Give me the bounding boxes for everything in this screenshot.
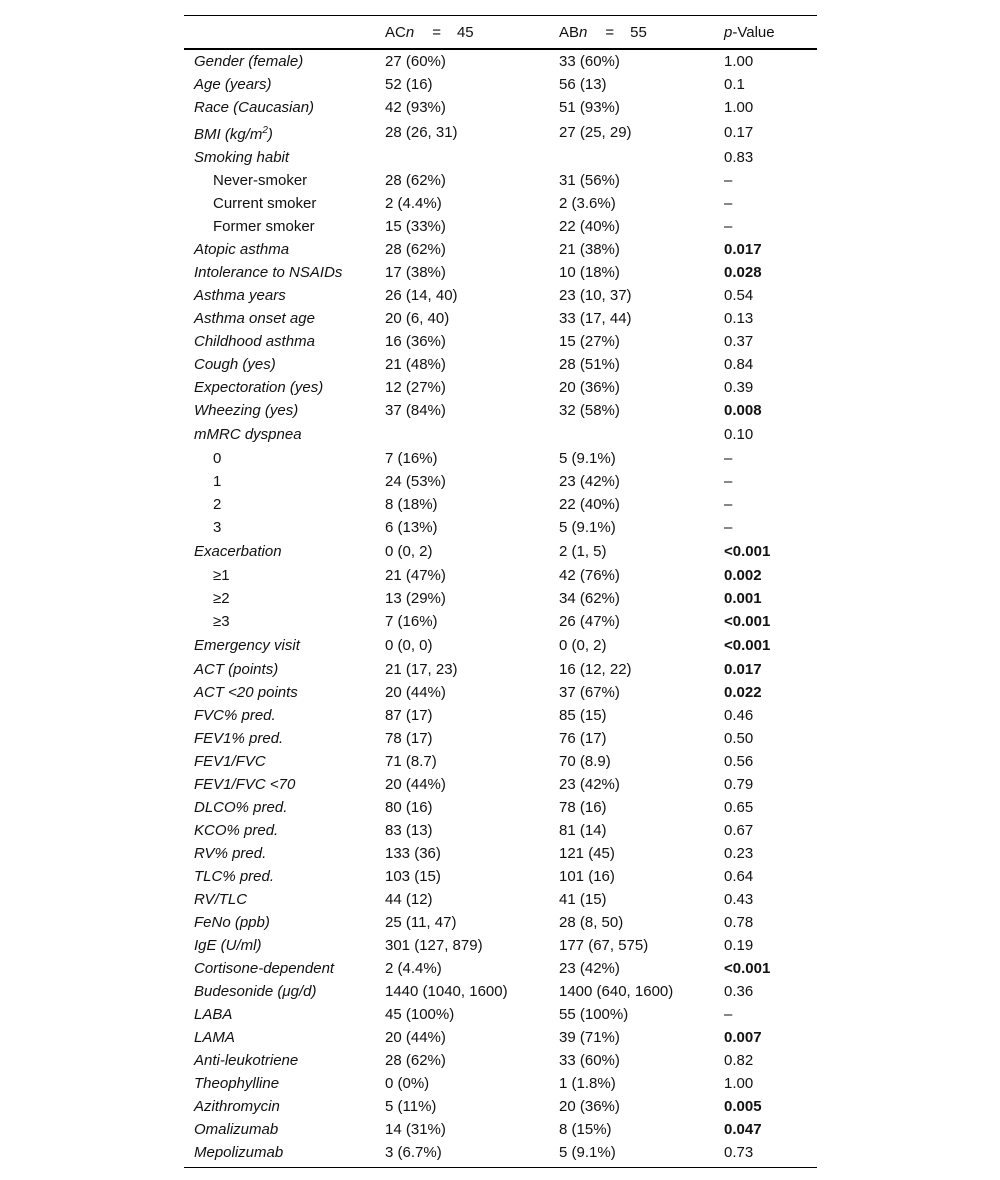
ac-value: 28 (26, 31)	[385, 124, 458, 141]
ab-value: 37 (67%)	[559, 684, 620, 701]
table-row	[184, 610, 817, 633]
ab-value: 34 (62%)	[559, 590, 620, 607]
table-row	[184, 704, 817, 727]
table-row	[184, 516, 817, 539]
table-row	[184, 564, 817, 587]
ac-value: 0 (0, 2)	[385, 543, 433, 560]
ab-value	[559, 146, 724, 169]
p-value: 0.84	[724, 356, 754, 373]
row-label: Childhood asthma	[194, 333, 315, 350]
row-label: mMRC dyspnea	[194, 426, 302, 443]
table-row	[184, 261, 817, 284]
p-value: 0.67	[724, 822, 754, 839]
row-label: Exacerbation	[194, 543, 282, 560]
header-ab: ABn = 55	[559, 16, 724, 50]
row-label: Expectoration (yes)	[194, 379, 324, 396]
row-label: BMI $(kg/m^2)$	[194, 125, 273, 143]
table-row	[184, 399, 817, 422]
ab-value: 101 (16)	[559, 868, 615, 885]
row-label: FEV1% pred.	[194, 730, 284, 747]
table-row	[184, 842, 817, 865]
ac-value: 7 (16%)	[385, 450, 438, 467]
row-label: FeNo (ppb)	[194, 914, 270, 931]
row-label: TLC% pred.	[194, 868, 275, 885]
row-label: Race (Caucasian)	[194, 99, 315, 116]
p-value: –	[724, 519, 733, 536]
table-row	[184, 330, 817, 353]
ab-value: 2 (1, 5)	[559, 543, 607, 560]
ac-value	[385, 422, 559, 447]
header-p-value: p-Value	[724, 16, 817, 50]
ac-value: 103 (15)	[385, 868, 441, 885]
p-value: <0.001	[724, 613, 771, 630]
ac-value: 17 (38%)	[385, 264, 446, 281]
row-label: DLCO% pred.	[194, 799, 288, 816]
p-value: 0.56	[724, 753, 754, 770]
ab-value: 1 (1.8%)	[559, 1075, 616, 1092]
ab-value: 39 (71%)	[559, 1029, 620, 1046]
table-row	[184, 376, 817, 399]
ac-value: 5 (11%)	[385, 1098, 437, 1115]
p-value: 0.001	[724, 590, 762, 607]
table-row	[184, 470, 817, 493]
row-label: IgE (U/ml)	[194, 937, 262, 954]
table-row	[184, 1049, 817, 1072]
characteristics-table-container	[184, 15, 817, 1168]
table-row	[184, 957, 817, 980]
table-row	[184, 658, 817, 681]
ab-value: 5 (9.1%)	[559, 450, 616, 467]
ab-value: 31 (56%)	[559, 172, 620, 189]
table-row	[184, 539, 817, 564]
p-value: 0.54	[724, 287, 754, 304]
p-value: 0.82	[724, 1052, 754, 1069]
row-label: Asthma years	[194, 287, 286, 304]
table-row	[184, 307, 817, 330]
table-row	[184, 773, 817, 796]
ab-value: 33 (60%)	[559, 1052, 620, 1069]
row-label: RV% pred.	[194, 845, 267, 862]
ac-value: 20 (44%)	[385, 684, 446, 701]
table-row	[184, 819, 817, 842]
table-row	[184, 1003, 817, 1026]
p-value: 0.83	[724, 149, 754, 166]
p-value: <0.001	[724, 637, 771, 654]
p-value: 0.79	[724, 776, 754, 793]
p-value: –	[724, 172, 733, 189]
p-value: 0.022	[724, 684, 762, 701]
row-label: Atopic asthma	[194, 241, 290, 258]
ac-value: 24 (53%)	[385, 473, 446, 490]
row-label: Wheezing (yes)	[194, 402, 299, 419]
p-value: 0.10	[724, 426, 754, 443]
p-value: 0.50	[724, 730, 754, 747]
table-row	[184, 238, 817, 261]
ac-value: 301 (127, 879)	[385, 937, 483, 954]
ab-value: 81 (14)	[559, 822, 607, 839]
row-label: Age (years)	[194, 76, 272, 93]
row-label: ≥3	[213, 613, 230, 630]
table-row	[184, 1072, 817, 1095]
ab-value: 27 (25, 29)	[559, 124, 632, 141]
p-value: 0.13	[724, 310, 754, 327]
ac-value: 83 (13)	[385, 822, 433, 839]
row-label: 1	[213, 473, 222, 490]
ab-value: 10 (18%)	[559, 264, 620, 281]
ab-value: 8 (15%)	[559, 1121, 612, 1138]
row-label: Former smoker	[213, 218, 315, 235]
p-value: –	[724, 450, 733, 467]
p-value: 1.00	[724, 99, 754, 116]
ac-value: 45 (100%)	[385, 1006, 455, 1023]
table-row	[184, 1141, 817, 1168]
row-label: FVC% pred.	[194, 707, 276, 724]
ab-value: 20 (36%)	[559, 379, 620, 396]
header-variable	[184, 16, 385, 50]
table-row	[184, 353, 817, 376]
row-label: Intolerance to NSAIDs	[194, 264, 343, 281]
table-row	[184, 888, 817, 911]
p-value: 0.73	[724, 1141, 817, 1168]
p-value: 0.19	[724, 937, 754, 954]
characteristics-table	[184, 15, 817, 1168]
ac-value: 52 (16)	[385, 76, 433, 93]
ab-value: 78 (16)	[559, 799, 607, 816]
ab-value: 23 (42%)	[559, 776, 620, 793]
ac-value: 15 (33%)	[385, 218, 446, 235]
p-value: 0.46	[724, 707, 754, 724]
ac-value: 27 (60%)	[385, 53, 446, 70]
row-label: FEV1/FVC <70	[194, 776, 296, 793]
ab-value: 16 (12, 22)	[559, 661, 632, 678]
ac-value: 21 (17, 23)	[385, 661, 458, 678]
row-label: Never-smoker	[213, 172, 308, 189]
ab-value: 55 (100%)	[559, 1006, 629, 1023]
table-row	[184, 934, 817, 957]
table-row	[184, 1095, 817, 1118]
ab-value: 28 (8, 50)	[559, 914, 624, 931]
p-value: 0.64	[724, 868, 754, 885]
row-label: Mepolizumab	[184, 1141, 385, 1168]
p-value: –	[724, 473, 733, 490]
ac-value: 20 (44%)	[385, 1029, 446, 1046]
ac-value: 71 (8.7)	[385, 753, 437, 770]
p-value: <0.001	[724, 960, 771, 977]
ac-value: 8 (18%)	[385, 496, 438, 513]
table-row	[184, 284, 817, 307]
table-row	[184, 796, 817, 819]
ac-value: 14 (31%)	[385, 1121, 446, 1138]
row-label: Current smoker	[213, 195, 317, 212]
p-value: 0.008	[724, 402, 762, 419]
ac-value: 3 (6.7%)	[385, 1141, 559, 1168]
p-value: –	[724, 496, 733, 513]
ab-value: 177 (67, 575)	[559, 937, 649, 954]
ab-value: 121 (45)	[559, 845, 615, 862]
ab-value: 1400 (640, 1600)	[559, 983, 674, 1000]
p-value: 0.23	[724, 845, 754, 862]
ab-value: 21 (38%)	[559, 241, 620, 258]
ac-value	[385, 146, 559, 169]
ac-value: 25 (11, 47)	[385, 914, 457, 931]
table-row	[184, 587, 817, 610]
row-label: ACT <20 points	[194, 684, 298, 701]
ab-value: 15 (27%)	[559, 333, 620, 350]
header-row	[184, 16, 817, 50]
p-value: 0.028	[724, 264, 762, 281]
ac-value: 0 (0, 0)	[385, 637, 433, 654]
p-value: 0.007	[724, 1029, 762, 1046]
row-label: ≥2	[213, 590, 230, 607]
p-value: 0.017	[724, 661, 762, 678]
row-label: Smoking habit	[194, 149, 290, 166]
ab-value: 23 (10, 37)	[559, 287, 632, 304]
ab-value: 5 (9.1%)	[559, 519, 616, 536]
ab-value: 41 (15)	[559, 891, 607, 908]
ab-value: 23 (42%)	[559, 960, 620, 977]
table-body	[184, 49, 817, 1168]
p-value: 1.00	[724, 53, 754, 70]
ab-value: 33 (17, 44)	[559, 310, 632, 327]
ac-value: 7 (16%)	[385, 613, 438, 630]
p-value: –	[724, 1006, 733, 1023]
row-label: FEV1/FVC	[194, 753, 266, 770]
p-value: 0.17	[724, 124, 754, 141]
p-value: <0.001	[724, 543, 771, 560]
ac-value: 28 (62%)	[385, 241, 446, 258]
ac-value: 16 (36%)	[385, 333, 446, 350]
ab-value: 76 (17)	[559, 730, 607, 747]
row-label: Anti-leukotriene	[194, 1052, 299, 1069]
row-label: Cough (yes)	[194, 356, 276, 373]
p-value: 0.39	[724, 379, 754, 396]
ab-value: 56 (13)	[559, 76, 607, 93]
table-row	[184, 169, 817, 192]
row-label: 3	[213, 519, 222, 536]
ab-value: 42 (76%)	[559, 567, 620, 584]
table-row	[184, 865, 817, 888]
row-label: LABA	[194, 1006, 233, 1023]
row-label: Emergency visit	[194, 637, 300, 654]
table-row	[184, 911, 817, 934]
ac-value: 2 (4.4%)	[385, 195, 442, 212]
row-label: Gender (female)	[194, 53, 304, 70]
table-row	[184, 422, 817, 447]
p-value: 0.37	[724, 333, 754, 350]
ab-value: 20 (36%)	[559, 1098, 620, 1115]
ab-value: 70 (8.9)	[559, 753, 611, 770]
p-value: 1.00	[724, 1075, 754, 1092]
ac-value: 87 (17)	[385, 707, 433, 724]
ac-value: 28 (62%)	[385, 172, 446, 189]
ab-value	[559, 422, 724, 447]
ab-value: 5 (9.1%)	[559, 1141, 724, 1168]
header-ac: ACn = 45	[385, 16, 559, 50]
table-row	[184, 633, 817, 658]
table-row	[184, 1026, 817, 1049]
ac-value: 42 (93%)	[385, 99, 446, 116]
table-row	[184, 73, 817, 96]
ac-value: 12 (27%)	[385, 379, 446, 396]
ab-value: 28 (51%)	[559, 356, 620, 373]
ac-value: 21 (48%)	[385, 356, 446, 373]
ac-value: 0 (0%)	[385, 1075, 430, 1092]
ac-value: 80 (16)	[385, 799, 433, 816]
p-value: –	[724, 195, 733, 212]
table-row	[184, 980, 817, 1003]
ab-value: 26 (47%)	[559, 613, 620, 630]
table-row	[184, 192, 817, 215]
table-row	[184, 119, 817, 146]
ab-value: 22 (40%)	[559, 496, 620, 513]
ab-value: 2 (3.6%)	[559, 195, 616, 212]
row-label: Cortisone-dependent	[194, 960, 335, 977]
ac-value: 13 (29%)	[385, 590, 446, 607]
ac-value: 26 (14, 40)	[385, 287, 458, 304]
row-label: Theophylline	[194, 1075, 280, 1092]
ac-value: 37 (84%)	[385, 402, 446, 419]
table-row	[184, 96, 817, 119]
p-value: 0.1	[724, 76, 745, 93]
ab-value: 51 (93%)	[559, 99, 620, 116]
ac-value: 28 (62%)	[385, 1052, 446, 1069]
table-row	[184, 1118, 817, 1141]
row-label: ACT (points)	[194, 661, 279, 678]
table-row	[184, 493, 817, 516]
p-value: 0.047	[724, 1121, 762, 1138]
row-label: Azithromycin	[194, 1098, 280, 1115]
p-value: 0.017	[724, 241, 762, 258]
table-row	[184, 49, 817, 73]
p-value: 0.005	[724, 1098, 762, 1115]
ab-value: 33 (60%)	[559, 53, 620, 70]
table-row	[184, 727, 817, 750]
row-label: ≥1	[213, 567, 230, 584]
row-label: 2	[213, 496, 222, 513]
ac-value: 6 (13%)	[385, 519, 438, 536]
ab-value: 23 (42%)	[559, 473, 620, 490]
table-row	[184, 447, 817, 470]
row-label: Omalizumab	[194, 1121, 279, 1138]
ac-value: 1440 (1040, 1600)	[385, 983, 508, 1000]
ab-value: 85 (15)	[559, 707, 607, 724]
ac-value: 78 (17)	[385, 730, 433, 747]
row-label: Asthma onset age	[194, 310, 315, 327]
row-label: KCO% pred.	[194, 822, 279, 839]
table-row	[184, 146, 817, 169]
row-label: Budesonide (μg/d)	[194, 983, 317, 1000]
table-row	[184, 750, 817, 773]
row-label: RV/TLC	[194, 891, 248, 908]
p-value: 0.43	[724, 891, 754, 908]
ab-value: 0 (0, 2)	[559, 637, 607, 654]
ac-value: 20 (6, 40)	[385, 310, 450, 327]
p-value: 0.65	[724, 799, 754, 816]
ac-value: 20 (44%)	[385, 776, 446, 793]
ac-value: 44 (12)	[385, 891, 433, 908]
ac-value: 2 (4.4%)	[385, 960, 442, 977]
ab-value: 22 (40%)	[559, 218, 620, 235]
ab-value: 32 (58%)	[559, 402, 620, 419]
p-value: 0.002	[724, 567, 762, 584]
table-row	[184, 681, 817, 704]
p-value: 0.78	[724, 914, 754, 931]
row-label: LAMA	[194, 1029, 235, 1046]
ac-value: 21 (47%)	[385, 567, 446, 584]
table-header	[184, 16, 817, 50]
p-value: –	[724, 218, 733, 235]
table-row	[184, 215, 817, 238]
ac-value: 133 (36)	[385, 845, 441, 862]
row-label: 0	[213, 450, 222, 467]
p-value: 0.36	[724, 983, 754, 1000]
